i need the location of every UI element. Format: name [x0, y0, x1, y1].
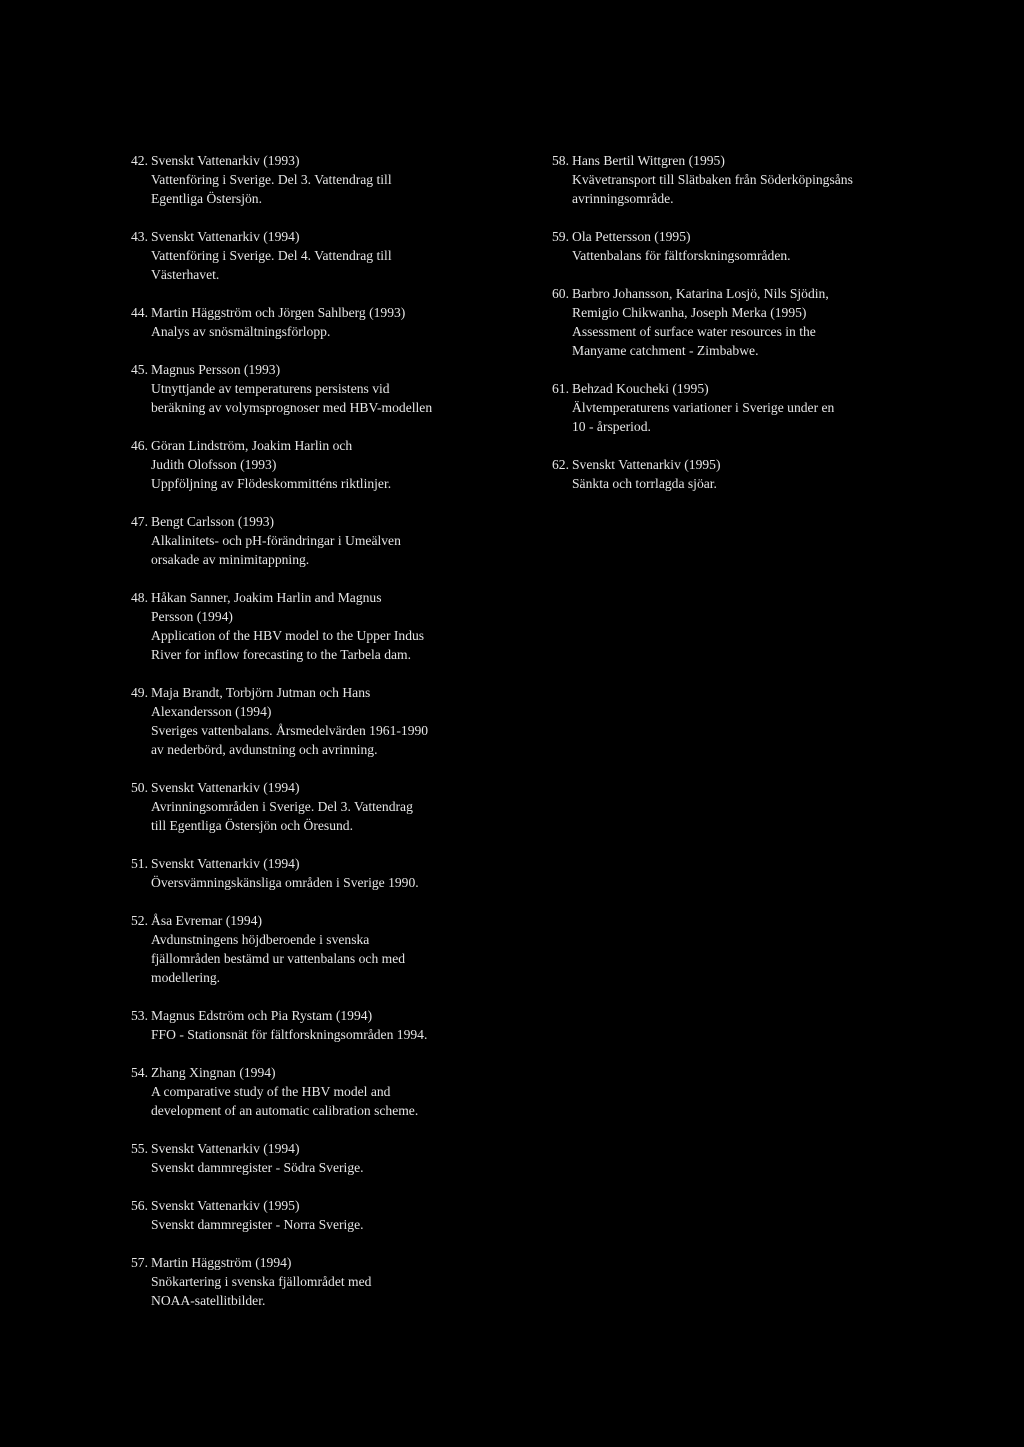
publication-author: Svenskt Vattenarkiv (1993) [151, 153, 300, 168]
publication-title-line: Utnyttjande av temperaturens persistens vid [151, 381, 390, 396]
publication-number: 51. [131, 856, 148, 871]
publication-author: Svenskt Vattenarkiv (1995) [572, 457, 721, 472]
publication-title-line: Persson (1994) [151, 609, 233, 624]
publication-entry [131, 1063, 511, 1120]
publication-author: Bengt Carlsson (1993) [151, 514, 275, 529]
publication-author: Magnus Persson (1993) [151, 362, 281, 377]
publication-author: Svenskt Vattenarkiv (1994) [151, 229, 300, 244]
publication-title-line: Översvämningskänsliga områden i Sverige 1990. [151, 875, 419, 890]
publication-entry [131, 151, 511, 208]
publication-title-line: development of an automatic calibration scheme. [151, 1103, 419, 1118]
publication-title-line: Vattenföring i Sverige. Del 4. Vattendrag till [151, 248, 392, 263]
publication-entry [131, 683, 511, 759]
publication-number: 45. [131, 362, 148, 377]
publication-number: 56. [131, 1198, 148, 1213]
publication-title-line: River for inflow forecasting to the Tarbela dam. [151, 647, 412, 662]
publication-number: 50. [131, 780, 148, 795]
publication-entry [552, 151, 912, 208]
publication-number: 53. [131, 1008, 148, 1023]
publication-title-line: Svenskt dammregister - Norra Sverige. [151, 1217, 364, 1232]
publication-title-line: Uppföljning av Flödeskommitténs riktlinjer. [151, 476, 392, 491]
publication-title-line: Sänkta och torrlagda sjöar. [572, 476, 717, 491]
publication-entry [552, 227, 912, 265]
publication-title-line: Alexandersson (1994) [151, 704, 272, 719]
publication-title-line: Avdunstningens höjdberoende i svenska [151, 932, 370, 947]
publication-number: 54. [131, 1065, 148, 1080]
publication-title-line: Vattenföring i Sverige. Del 3. Vattendrag till [151, 172, 392, 187]
publication-entry [131, 778, 511, 835]
publication-author: Martin Häggström (1994) [151, 1255, 292, 1270]
publication-author: Håkan Sanner, Joakim Harlin and Magnus [151, 590, 382, 605]
publication-author: Svenskt Vattenarkiv (1995) [151, 1198, 300, 1213]
publication-author: Svenskt Vattenarkiv (1994) [151, 856, 300, 871]
publication-number: 47. [131, 514, 148, 529]
publication-entry [552, 379, 912, 436]
publication-list-left [131, 151, 511, 1329]
publication-number: 61. [552, 381, 569, 396]
publication-entry [131, 303, 511, 341]
publication-entry [552, 455, 912, 493]
publication-title-line: FFO - Stationsnät för fältforskningsområden 1994. [151, 1027, 428, 1042]
publication-author: Magnus Edström och Pia Rystam (1994) [151, 1008, 373, 1023]
publication-entry [131, 1006, 511, 1044]
publication-author: Hans Bertil Wittgren (1995) [572, 153, 725, 168]
publication-author: Behzad Koucheki (1995) [572, 381, 709, 396]
publication-number: 43. [131, 229, 148, 244]
publication-number: 42. [131, 153, 148, 168]
publication-title-line: Sveriges vattenbalans. Årsmedelvärden 1961-1990 [151, 723, 429, 738]
publication-title-line: A comparative study of the HBV model and [151, 1084, 391, 1099]
publication-number: 57. [131, 1255, 148, 1270]
publication-number: 60. [552, 286, 569, 301]
publication-entry [131, 911, 511, 987]
publication-title-line: Västerhavet. [151, 267, 220, 282]
publication-author: Göran Lindström, Joakim Harlin och [151, 438, 353, 453]
publication-author: Svenskt Vattenarkiv (1994) [151, 1141, 300, 1156]
publication-number: 55. [131, 1141, 148, 1156]
publication-title-line: Avrinningsområden i Sverige. Del 3. Vattendrag [151, 799, 413, 814]
publication-number: 44. [131, 305, 148, 320]
publication-title-line: Vattenbalans för fältforskningsområden. [572, 248, 791, 263]
publication-author: Åsa Evremar (1994) [151, 913, 262, 928]
publication-entry [131, 1139, 511, 1177]
publication-number: 62. [552, 457, 569, 472]
publication-title-line: av nederbörd, avdunstning och avrinning. [151, 742, 378, 757]
publication-title-line: Analys av snösmältningsförlopp. [151, 324, 331, 339]
publication-title-line: modellering. [151, 970, 221, 985]
publication-title-line: orsakade av minimitappning. [151, 552, 310, 567]
publication-number: 59. [552, 229, 569, 244]
publication-author: Ola Pettersson (1995) [572, 229, 691, 244]
publication-title-line: Remigio Chikwanha, Joseph Merka (1995) [572, 305, 807, 320]
publication-entry [552, 284, 912, 360]
publication-number: 46. [131, 438, 148, 453]
publication-entry [131, 436, 511, 493]
publication-title-line: Judith Olofsson (1993) [151, 457, 277, 472]
publication-title-line: Manyame catchment - Zimbabwe. [572, 343, 759, 358]
publication-title-line: beräkning av volymsprognoser med HBV-modellen [151, 400, 433, 415]
publication-title-line: Älvtemperaturens variationer i Sverige under en [572, 400, 835, 415]
publication-entry [131, 1196, 511, 1234]
publication-title-line: avrinningsområde. [572, 191, 674, 206]
publication-title-line: Assessment of surface water resources in the [572, 324, 816, 339]
publication-number: 48. [131, 590, 148, 605]
publication-number: 49. [131, 685, 148, 700]
publication-number: 52. [131, 913, 148, 928]
publication-list-right [552, 151, 912, 512]
publication-entry [131, 854, 511, 892]
publication-title-line: fjällområden bestämd ur vattenbalans och med [151, 951, 406, 966]
publication-author: Maja Brandt, Torbjörn Jutman och Hans [151, 685, 371, 700]
publication-title-line: till Egentliga Östersjön och Öresund. [151, 818, 353, 833]
publication-number: 58. [552, 153, 569, 168]
publication-title-line: Kvävetransport till Slätbaken från Söderköpingsåns [572, 172, 853, 187]
publication-title-line: Svenskt dammregister - Södra Sverige. [151, 1160, 364, 1175]
publication-entry [131, 227, 511, 284]
publication-entry [131, 588, 511, 664]
publication-title-line: Egentliga Östersjön. [151, 191, 262, 206]
publication-author: Barbro Johansson, Katarina Losjö, Nils Sjödin, [572, 286, 829, 301]
publication-title-line: Application of the HBV model to the Upper Indus [151, 628, 425, 643]
publication-author: Zhang Xingnan (1994) [151, 1065, 276, 1080]
publication-title-line: NOAA-satellitbilder. [151, 1293, 266, 1308]
publication-title-line: 10 - årsperiod. [572, 419, 651, 434]
publication-title-line: Alkalinitets- och pH-förändringar i Umeälven [151, 533, 401, 548]
publication-author: Martin Häggström och Jörgen Sahlberg (1993) [151, 305, 406, 320]
publication-entry [131, 360, 511, 417]
publication-title-line: Snökartering i svenska fjällområdet med [151, 1274, 372, 1289]
publication-author: Svenskt Vattenarkiv (1994) [151, 780, 300, 795]
publication-entry [131, 1253, 511, 1310]
publication-entry [131, 512, 511, 569]
